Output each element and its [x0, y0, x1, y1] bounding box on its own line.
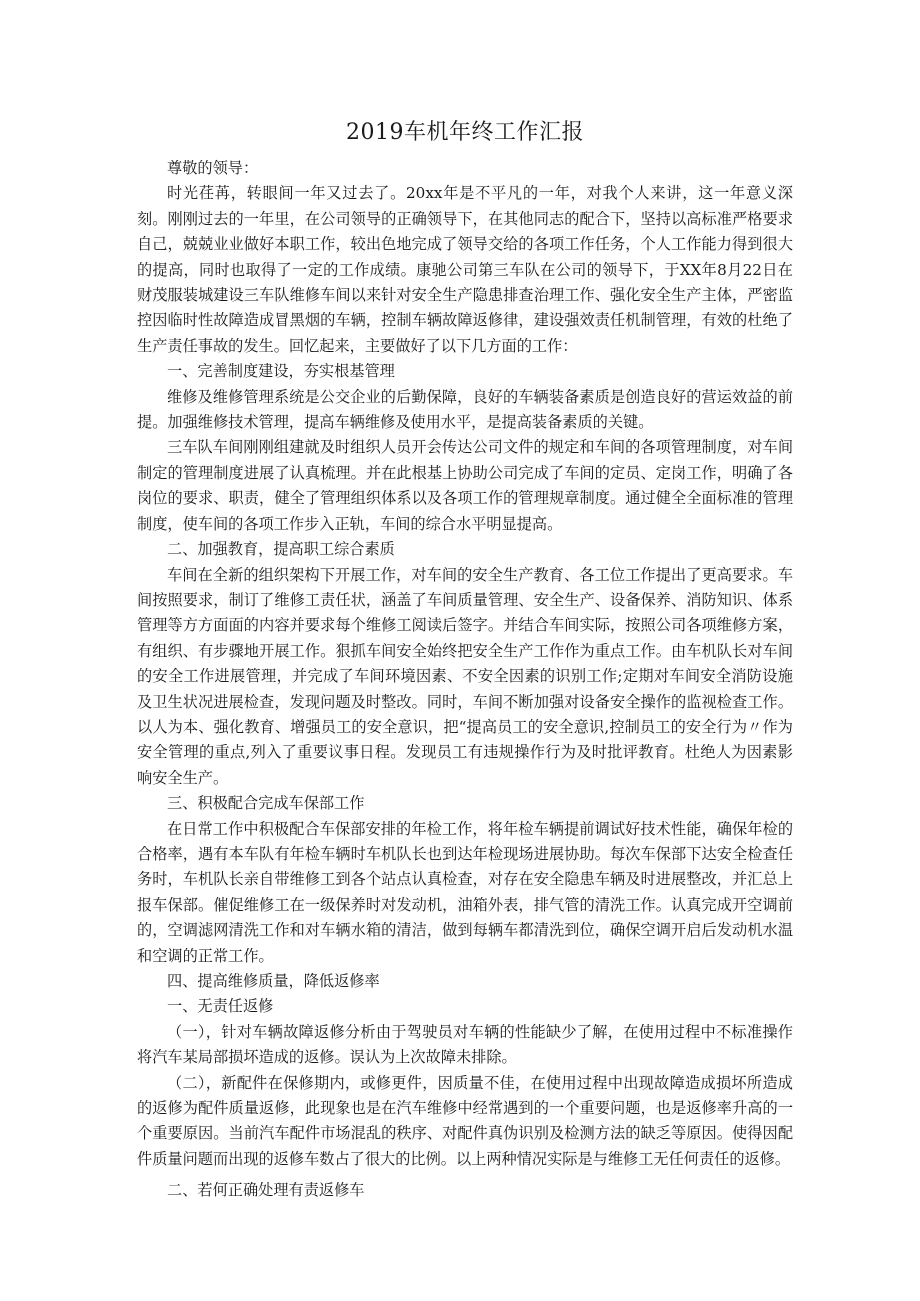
- intro-paragraph: 时光荏苒，转眼间一年又过去了。20xx年是不平凡的一年，对我个人来讲，这一年意义深刻。刚刚过去的一年里，在公司领导的正确领导下，在其他同志的配合下，坚持以高标准严格要求自己，兢兢业业做好本职工作，较出色地完成了领导交给的各项工作任务，个人工作能力得到很大的提高，同时也取得了一定的工作成绩。康驰公司第三车队在公司的领导下，于XX年8月22日在财茂服装城建设三车队维修车间以来针对安全生产隐患排查治理工作、强化安全生产主体，严密监控因临时性故障造成冒黑烟的车辆，控制车辆故障返修律，建设强效责任机制管理，有效的杜绝了生产责任事故的发生。回忆起来，主要做好了以下几方面的工作：: [137, 184, 793, 355]
- section-2-paragraph: 车间在全新的组织架构下开展工作，对车间的安全生产教育、各工位工作提出了更高要求。车间按照要求，制订了维修工责任状，涵盖了车间质量管理、安全生产、设备保养、消防知识、体系管理等方方面面的内容并要求每个维修工阅读后签字。并结合车间实际，按照公司各项维修方案，有组织、有步骤地开展工作。狠抓车间安全始终把安全生产工作作为重点工作。由车机队长对车间的安全工作进展管理，并完成了车间环境因素、不安全因素的识别工作;定期对车间安全消防设施及卫生状况进展检查，发现问题及时整改。同时，车间不断加强对设备安全操作的监视检查工作。以人为本、强化教育、增强员工的安全意识，把“提高员工的安全意识,控制员工的安全行为〃作为安全管理的重点,列入了重要议事日程。发现员工有违规操作行为及时批评教育。杜绝人为因素影响安全生产。: [137, 565, 793, 787]
- section-3-paragraph: 在日常工作中积极配合车保部安排的年检工作，将年检车辆提前调试好技术性能，确保年检的合格率，遇有本车队有年检车辆时车机队长也到达年检现场进展协助。每次车保部下达安全检查任务时，车机队长亲自带维修工到各个站点认真检查，对存在安全隐患车辆及时进展整改，并汇总上报车保部。催促维修工在一级保养时对发动机，油箱外表，排气管的清洗工作。认真完成开空调前的，空调滤网清洗工作和对车辆水箱的清洁，做到每辆车都清洗到位，确保空调开启后发动机水温和空调的正常工作。: [137, 819, 793, 965]
- document-title: 2019车机年终工作汇报: [346, 120, 584, 145]
- section-heading-3: 三、积极配合完成车保部工作: [167, 794, 365, 813]
- section-1-paragraph-a: 维修及维修管理系统是公交企业的后勤保障，良好的车辆装备素质是创造良好的营运效益的前提。加强维修技术管理，提高车辆维修及使用水平，是提高装备素质的关键。: [137, 387, 793, 432]
- salutation: 尊敬的领导：: [167, 159, 259, 177]
- subsection-4a-paragraph-2: （二），新配件在保修期内，或修更件，因质量不佳，在使用过程中出现故障造成损坏所造成的返修为配件质量返修，此现象也是在汽车维修中经常遇到的一个重要问题，也是返修率升高的一个重要原因。当前汽车配件市场混乱的秩序、对配件真伪识别及检测方法的缺乏等原因。使得因配件质量问题而出现的返修车数占了很大的比例。以上两种情况实际是与维修工无任何责任的返修。: [137, 1073, 793, 1168]
- subsection-heading-4b: 二、若何正确处理有责返修车: [167, 1181, 365, 1200]
- section-1-paragraph-b: 三车队车间刚刚组建就及时组织人员开会传达公司文件的规定和车间的各项管理制度，对车间制定的管理制度进展了认真梳理。并在此根基上协助公司完成了车间的定员、定岗工作，明确了各岗位的要求、职责，健全了管理组织体系以及各项工作的管理规章制度。通过健全全面标准的管理制度，使车间的各项工作步入正轨，车间的综合水平明显提高。: [137, 438, 793, 533]
- section-heading-2: 二、加强教育，提高职工综合素质: [167, 540, 395, 559]
- document-page: [137, 118, 793, 1204]
- section-heading-4: 四、提高维修质量，降低返修率: [167, 972, 380, 990]
- subsection-heading-4a: 一、无责任返修: [167, 997, 274, 1016]
- subsection-4a-paragraph-1: （一），针对车辆故障返修分析由于驾驶员对车辆的性能缺少了解，在使用过程中不标准操作将汽车某局部损坏造成的返修。误认为上次故障未排除。: [137, 1022, 793, 1067]
- section-heading-1: 一、完善制度建设，夯实根基管理: [167, 362, 395, 381]
